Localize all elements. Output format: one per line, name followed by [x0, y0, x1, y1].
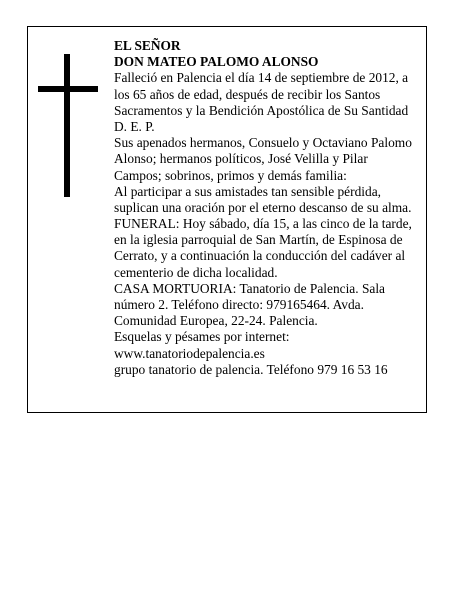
text-line: Sacramentos y la Bendición Apostólica de Su Santidad — [114, 102, 409, 118]
text-line: Alonso; hermanos políticos, José Velilla y Pilar — [114, 151, 368, 167]
deceased-name: DON MATEO PALOMO ALONSO — [114, 54, 319, 70]
website-line: www.tanatoriodepalencia.es — [114, 345, 265, 361]
cross-vertical-bar — [64, 54, 70, 197]
cross-horizontal-bar — [38, 86, 98, 92]
text-line: número 2. Teléfono directo: 979165464. Avda. — [114, 297, 364, 312]
mortuary-line: CASA MORTUORIA: Tanatorio de Palencia. Sala — [114, 280, 385, 296]
funeral-line: FUNERAL: Hoy sábado, día 15, a las cinco de la tarde, — [114, 216, 412, 232]
text-line: Comunidad Europea, 22-24. Palencia. — [114, 313, 318, 329]
text-line: Falleció en Palencia el día 14 de septiembre de 2012, a — [114, 70, 409, 86]
latin-cross-icon — [38, 54, 98, 197]
text-line: Esquelas y pésames por internet: — [114, 329, 290, 345]
obituary-text — [114, 38, 424, 378]
text-line: Sus apenados hermanos, Consuelo y Octaviano Palomo — [114, 135, 412, 151]
text-line: Cerrato, y a continuación la conducción del cadáver al — [114, 248, 406, 264]
text-line: en la iglesia parroquial de San Martín, de Espinosa de — [114, 232, 403, 248]
text-line: suplican una oración por el eterno descanso de su alma. — [114, 199, 412, 215]
text-line: D. E. P. — [114, 118, 155, 134]
text-line: grupo tanatorio de palencia. Teléfono 979 16 53 16 — [114, 361, 388, 377]
text-line: Al participar a sus amistades tan sensible pérdida, — [114, 183, 381, 199]
text-line: los 65 años de edad, después de recibir los Santos — [114, 86, 381, 102]
text-line: Campos; sobrinos, primos y demás familia: — [114, 167, 347, 183]
notice-title: EL SEÑOR — [114, 38, 181, 53]
text-line: cementerio de dicha localidad. — [114, 264, 278, 280]
